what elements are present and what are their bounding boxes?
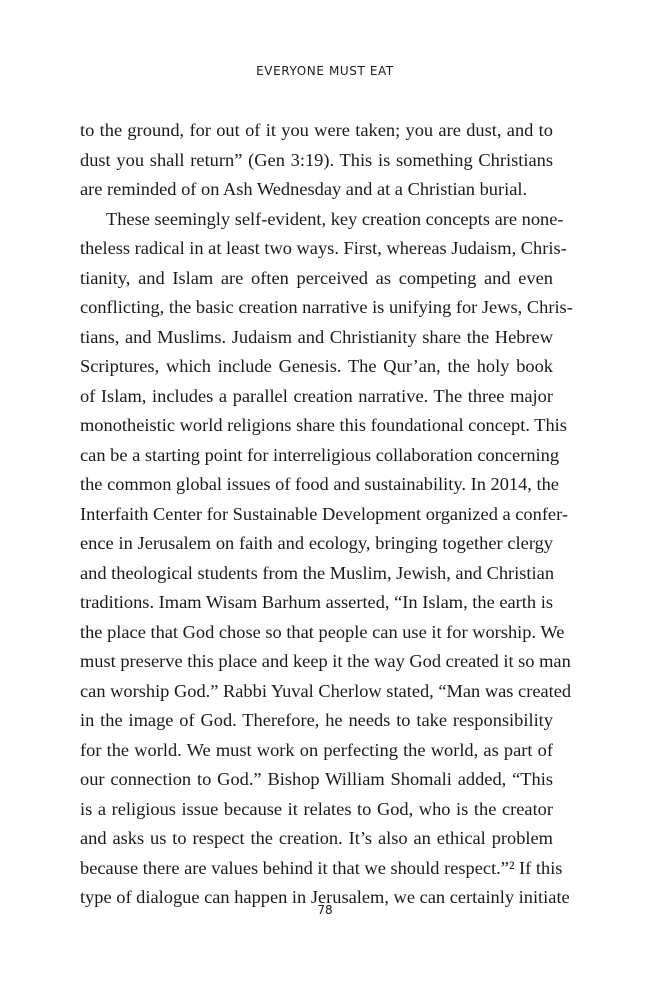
text-line: dust you shall return” (Gen 3:19). This is something Christians — [80, 149, 553, 170]
running-head: EVERYONE MUST EAT — [256, 64, 394, 78]
text-line: conflicting, the basic creation narrative is unifying for Jews, Chris- — [80, 297, 573, 317]
text-line: Interfaith Center for Sustainable Development organized a confer- — [80, 503, 568, 524]
text-line: type of dialogue can happen in Jerusalem, we can certainly initiate — [80, 887, 570, 907]
text-line: tianity, and Islam are often perceived as competing and even — [80, 267, 553, 288]
text-line: are reminded of on Ash Wednesday and at a Christian burial. — [80, 179, 528, 199]
text-line: can be a starting point for interreligious collaboration concerning — [80, 444, 560, 465]
text-line: the place that God chose so that people can use it for worship. We — [80, 621, 565, 642]
text-line: to the ground, for out of it you were taken; you are dust, and to — [80, 120, 553, 140]
text-line: because there are values behind it that we should respect.”² If this — [80, 857, 563, 878]
text-line: our connection to God.” Bishop William Shomali added, “This — [80, 769, 553, 789]
text-line: for the world. We must work on perfecting the world, as part of — [80, 739, 553, 760]
text-line: tians, and Muslims. Judaism and Christianity share the Hebrew — [80, 326, 553, 347]
text-line: ence in Jerusalem on faith and ecology, bringing together clergy — [80, 533, 553, 553]
text-line: traditions. Imam Wisam Barhum asserted, “In Islam, the earth is — [80, 592, 553, 612]
body-text — [80, 116, 573, 913]
paragraph-first-line: These seemingly self-evident, key creation concepts are none- — [106, 208, 564, 229]
text-line: and theological students from the Muslim, Jewish, and Christian — [80, 562, 555, 583]
text-line: theless radical in at least two ways. First, whereas Judaism, Chris- — [80, 238, 567, 258]
text-line: and asks us to respect the creation. It’s also an ethical problem — [80, 828, 553, 848]
page-number: 78 — [317, 903, 333, 917]
text-line: of Islam, includes a parallel creation narrative. The three major — [80, 385, 553, 406]
text-line: the common global issues of food and sustainability. In 2014, the — [80, 474, 559, 494]
text-line: Scriptures, which include Genesis. The Qur’an, the holy book — [80, 356, 553, 376]
text-line: monotheistic world religions share this foundational concept. This — [80, 415, 567, 435]
text-line: is a religious issue because it relates to God, who is the creator — [80, 798, 553, 819]
text-line: can worship God.” Rabbi Yuval Cherlow stated, “Man was created — [80, 680, 572, 701]
text-line: in the image of God. Therefore, he needs to take responsibility — [80, 710, 553, 730]
text-line: must preserve this place and keep it the way God created it so man — [80, 651, 571, 671]
